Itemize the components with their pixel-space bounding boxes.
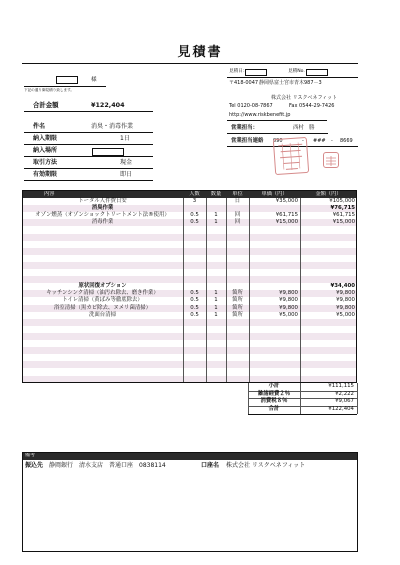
- table-cell-price: ¥35,000: [275, 198, 298, 204]
- estimate-date-field[interactable]: [245, 69, 267, 76]
- company-url[interactable]: http://www.riskbenefit.jp: [229, 112, 291, 118]
- summary-right-edge: [357, 383, 358, 414]
- recipient-note: 下記の通り御見積り致します。: [24, 88, 75, 92]
- summary-label: 合計: [268, 406, 280, 413]
- table-cell-amount: ¥61,715: [332, 212, 355, 219]
- summary-col-sep: [300, 383, 301, 414]
- contact-part-1: 090: [273, 138, 283, 144]
- summary-value: ¥2,222: [335, 390, 354, 397]
- info-value: 消臭・消毒作業: [91, 123, 134, 130]
- contact-part-5: 8669: [340, 138, 353, 144]
- info-underline: [24, 180, 153, 181]
- table-header-cell: 数量: [210, 191, 222, 197]
- info-underline: [24, 156, 153, 157]
- summary-label: 消費税８％: [260, 398, 288, 405]
- company-seal-large: [273, 137, 309, 175]
- table-header-cell: 内容: [44, 191, 55, 197]
- table-cell-content: キッチンシンク清掃（油汚れ除去、磨き作業）: [46, 290, 159, 297]
- table-cell-content: 原状回復オプション: [78, 283, 127, 290]
- table-cell-content: 消毒作業: [91, 219, 114, 226]
- seal-pattern-icon: [274, 138, 308, 174]
- info-underline: [24, 144, 153, 145]
- summary-label: 小計: [268, 383, 280, 389]
- table-cell-people: 3: [192, 198, 197, 204]
- account-name: 株式会社 リスクベネフィット: [226, 462, 306, 469]
- table-header-cell: 単価（円）: [261, 191, 288, 197]
- table-cell-price: ¥5,000: [279, 311, 298, 318]
- company-name: 株式会社 リスクベネフィット: [271, 95, 338, 101]
- table-cell-price: ¥9,800: [279, 304, 298, 311]
- table-cell-price: ¥9,800: [279, 297, 298, 304]
- table-cell-qty: 1: [214, 311, 218, 318]
- table-cell-unit: 日: [234, 198, 241, 204]
- total-underline: [24, 111, 153, 112]
- bank-info: 静岡銀行 清水支店 普通口座 0838114: [49, 462, 166, 469]
- table-cell-people: 0.5: [190, 311, 199, 318]
- table-cell-people: 0.5: [190, 212, 199, 219]
- summary-value: ¥9,067: [335, 398, 354, 405]
- table-cell-content: トータル人件費日安: [78, 198, 127, 204]
- table-cell-content: 浴室清掃（黒カビ除去、ヌメリ菌清掃）: [53, 304, 152, 311]
- title-underline: [22, 63, 358, 64]
- table-cell-unit: 箇所: [232, 290, 243, 297]
- table-cell-amount: ¥15,000: [332, 219, 355, 226]
- company-tel: Tel 0120-08-7867: [229, 103, 273, 109]
- recipient-name-field[interactable]: [56, 76, 78, 84]
- account-label: 口座名: [201, 462, 220, 469]
- table-cell-qty: 1: [214, 304, 218, 311]
- info-value: 1日: [120, 135, 130, 142]
- table-cell-qty: 1: [214, 212, 218, 219]
- info-underline: [24, 168, 153, 169]
- recipient-underline: [24, 86, 106, 87]
- info-label: 件名: [33, 123, 46, 130]
- table-cell-unit: 回: [234, 219, 241, 226]
- table-header-cell: 単位: [232, 191, 243, 197]
- contact-part-4: -: [331, 138, 333, 144]
- seal-pattern-icon: [324, 154, 338, 168]
- info-value: 即日: [120, 171, 133, 178]
- table-cell-unit: 箇所: [232, 304, 243, 311]
- table-cell-content: 洗面台清掃: [89, 311, 116, 318]
- meta-underline: [227, 77, 358, 78]
- staff-name: 西村 勝: [293, 125, 315, 131]
- table-cell-amount: ¥76,715: [330, 205, 355, 212]
- table-cell-content: 消臭作業: [91, 205, 114, 212]
- delivery-place-field[interactable]: [92, 148, 124, 156]
- estimate-number-label: 見積No.: [288, 69, 305, 74]
- info-label: 納入場所: [33, 147, 58, 154]
- info-value: 現金: [120, 159, 133, 166]
- table-cell-amount: ¥5,000: [336, 311, 355, 318]
- table-cell-people: 0.5: [190, 304, 199, 311]
- table-cell-amount: ¥105,000: [329, 198, 355, 204]
- company-url-underline: [227, 120, 327, 121]
- contact-part-3: ###: [313, 138, 326, 144]
- table-cell-qty: 1: [214, 219, 218, 226]
- contact-part-2: -: [302, 138, 304, 144]
- table-cell-people: 0.5: [190, 290, 199, 297]
- estimate-number-field[interactable]: [306, 69, 328, 76]
- table-cell-price: ¥61,715: [275, 212, 298, 219]
- table-cell-price: ¥9,800: [279, 290, 298, 297]
- table-cell-amount: ¥34,400: [330, 283, 355, 290]
- company-seal-small: [323, 152, 339, 168]
- info-underline: [24, 132, 153, 133]
- recipient-honorific: 様: [91, 77, 97, 83]
- table-header-cell: 人数: [189, 191, 200, 197]
- table-cell-amount: ¥9,800: [336, 297, 355, 304]
- estimate-date-label: 見積日：: [229, 69, 248, 74]
- table-cell-unit: 箇所: [232, 297, 243, 304]
- company-postal: 〒418-0047: [229, 80, 259, 86]
- info-label: 取引方法: [33, 159, 58, 166]
- summary-row: [248, 406, 357, 415]
- table-cell-people: 0.5: [190, 219, 199, 226]
- table-header-cell: 金額（円）: [315, 191, 342, 197]
- company-fax: Fax 0544-29-7426: [289, 103, 335, 109]
- staff-label: 営業担当：: [231, 125, 258, 131]
- table-cell-qty: 1: [214, 297, 218, 304]
- contact-label: 営業担当連絡: [231, 138, 264, 144]
- table-cell-price: ¥15,000: [275, 219, 298, 226]
- bank-label: 振込先: [25, 462, 44, 469]
- table-cell-people: 0.5: [190, 297, 199, 304]
- page-title: 見積書: [177, 45, 223, 60]
- total-amount-value: ¥122,404: [91, 101, 125, 109]
- staff-underline: [227, 133, 328, 134]
- summary-value: ¥122,404: [328, 406, 354, 413]
- table-cell-unit: 箇所: [232, 311, 243, 318]
- summary-left-edge: [248, 383, 249, 414]
- summary-label: 雑諸経費２％: [257, 390, 291, 397]
- table-cell-amount: ¥9,800: [336, 304, 355, 311]
- table-cell-content: トイレ清掃（黄ばみ等徹底除去）: [62, 297, 143, 304]
- summary-value: ¥111,115: [328, 383, 354, 389]
- table-cell-unit: 回: [234, 212, 241, 219]
- table-cell-qty: 1: [214, 290, 218, 297]
- info-label: 有効期限: [33, 171, 58, 178]
- total-amount-label: 合計金額: [33, 101, 59, 109]
- table-frame: [22, 190, 357, 383]
- company-address: 静岡県富士宮市青木987－3: [259, 80, 322, 86]
- remarks-header: 備考: [25, 452, 36, 458]
- table-cell-content: オゾン燻蒸（オゾンショックトリートメント法®使用）: [35, 212, 170, 219]
- table-cell-amount: ¥9,800: [336, 290, 355, 297]
- info-label: 納入期限: [33, 135, 58, 142]
